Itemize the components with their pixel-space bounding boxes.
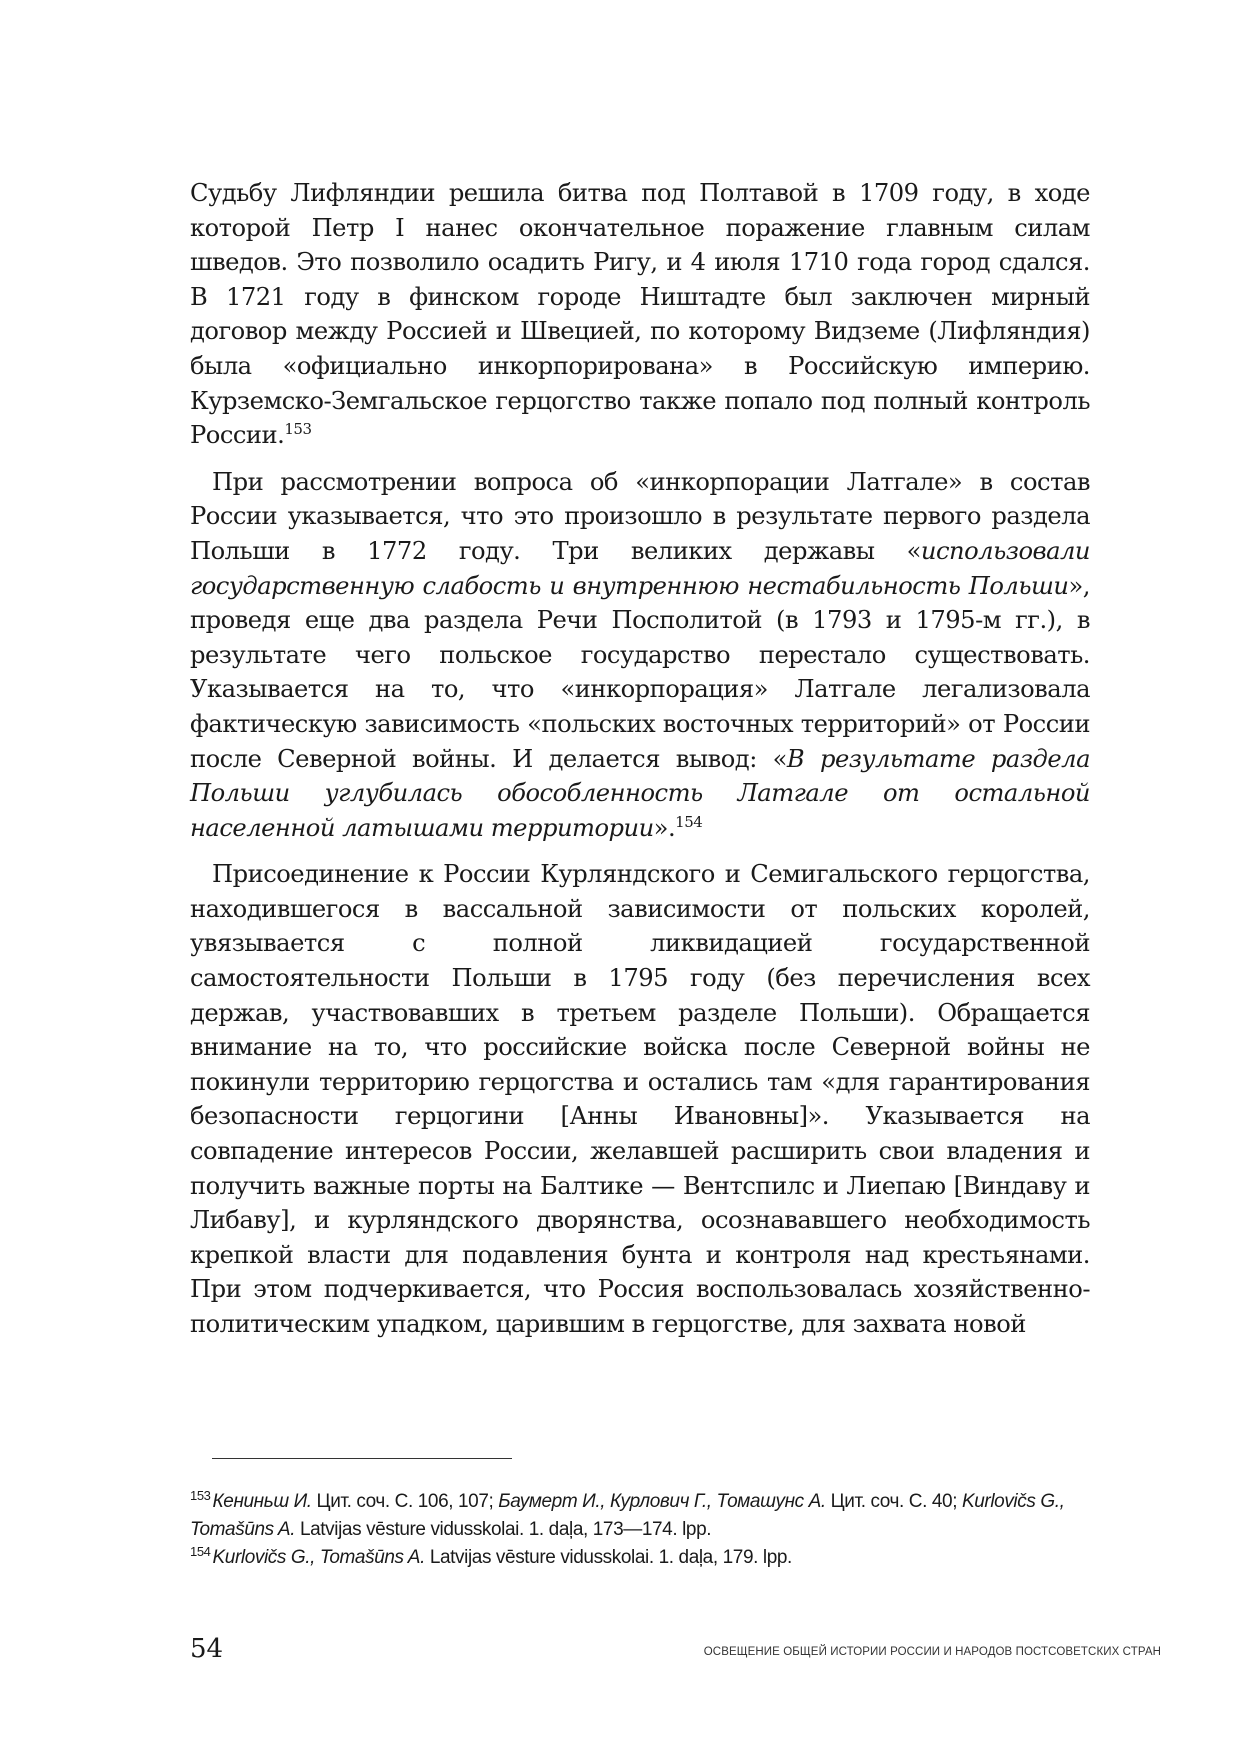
running-footer-title: ОСВЕЩЕНИЕ ОБЩЕЙ ИСТОРИИ РОССИИ И НАРОДОВ ПОСТСОВЕТСКИХ СТРАН [703,1646,1161,1658]
text-run: », проведя еще два раздела Речи Посполитой (в 1793 и 1795-м гг.), в результате чего польское государство перестало существовать. Указывается на то, что «инкорпорация» Латгале легализовала фактическую зависимость «польских восточных территорий» от России после Северной войны. И делается вывод: « [190,571,1090,773]
paragraph-1 [190,176,1090,453]
italic-text: использовали государственную слабость и внутреннюю нестабильность Польши [190,536,1090,600]
italic-text: Kurlovičs G., Tomašūns A. [190,1491,1065,1540]
footnote-reference: 154 [675,812,703,831]
footnotes [190,1488,1090,1572]
text-run: Latvijas vēsture vidusskolai. 1. daļa, 173—174. lpp. [295,1519,712,1540]
text-run: ». [653,813,676,842]
paragraph-2 [190,465,1090,846]
text-run: Latvijas vēsture vidusskolai. 1. daļa, 179. lpp. [424,1547,792,1568]
paragraph-3 [190,857,1090,1341]
page-number: 54 [190,1634,224,1664]
main-text [190,176,1090,1354]
footnote-number: 153 [190,1487,211,1503]
italic-text: Баумерт И., Курлович Г., Томашунс А. [498,1491,826,1512]
footnote-number: 154 [190,1543,211,1559]
italic-text: Kurlovičs G., Tomašūns A. [212,1547,425,1568]
text-run: Присоединение к России Курляндского и Семигальского герцогства, находившегося в вассальной зависимости от польских королей, увязывается с полной ликвидацией государственной самостоятельности Польши в 1795 году (без перечисления всех держав, участвовавших в третьем разделе Польши). Обращается внимание на то, что российские войска после Северной войны не покинули территорию герцогства и остались там «для гарантирования безопасности герцогини [Анны Ивановны]». Указывается на совпадение интересов России, желавшей расширить свои владения и получить важные порты на Балтике — Вентспилс и Лиепаю [Виндаву и Либаву], и курляндского дворянства, осознававшего необходимость крепкой власти для подавления бунта и контроля над крестьянами. При этом подчеркивается, что Россия воспользовалась хозяйственно-политическим упадком, царившим в герцогстве, для захвата новой [190,860,1090,1338]
footnote-153 [190,1488,1090,1544]
text-run: Судьбу Лифляндии решила битва под Полтавой в 1709 году, в ходе которой Петр I нанес окончательное поражение главным силам шведов. Это позволило осадить Ригу, и 4 июля 1710 года город сдался. В 1721 году в финском городе Ништадте был заключен мирный договор между Россией и Швецией, по которому Видземе (Лифляндия) была «официально инкорпорирована» в Российскую империю. Курземско-Земгальское герцогство также попало под полный контроль России. [190,179,1090,450]
text-run: При рассмотрении вопроса об «инкорпорации Латгале» в состав России указывается, что это произошло в результате первого раздела Польши в 1772 году. Три великих державы « [190,467,1090,565]
text-run: Цит. соч. С. 106, 107; [311,1491,499,1512]
footnote-reference: 153 [284,420,312,439]
footnote-154 [190,1544,1090,1572]
italic-text: В результате раздела Польши углубилась обособленность Латгале от остальной населенной латышами территории [190,744,1090,842]
italic-text: Кениньш И. [212,1491,312,1512]
footnote-separator [212,1458,512,1459]
text-run: Цит. соч. С. 40; [825,1491,962,1512]
